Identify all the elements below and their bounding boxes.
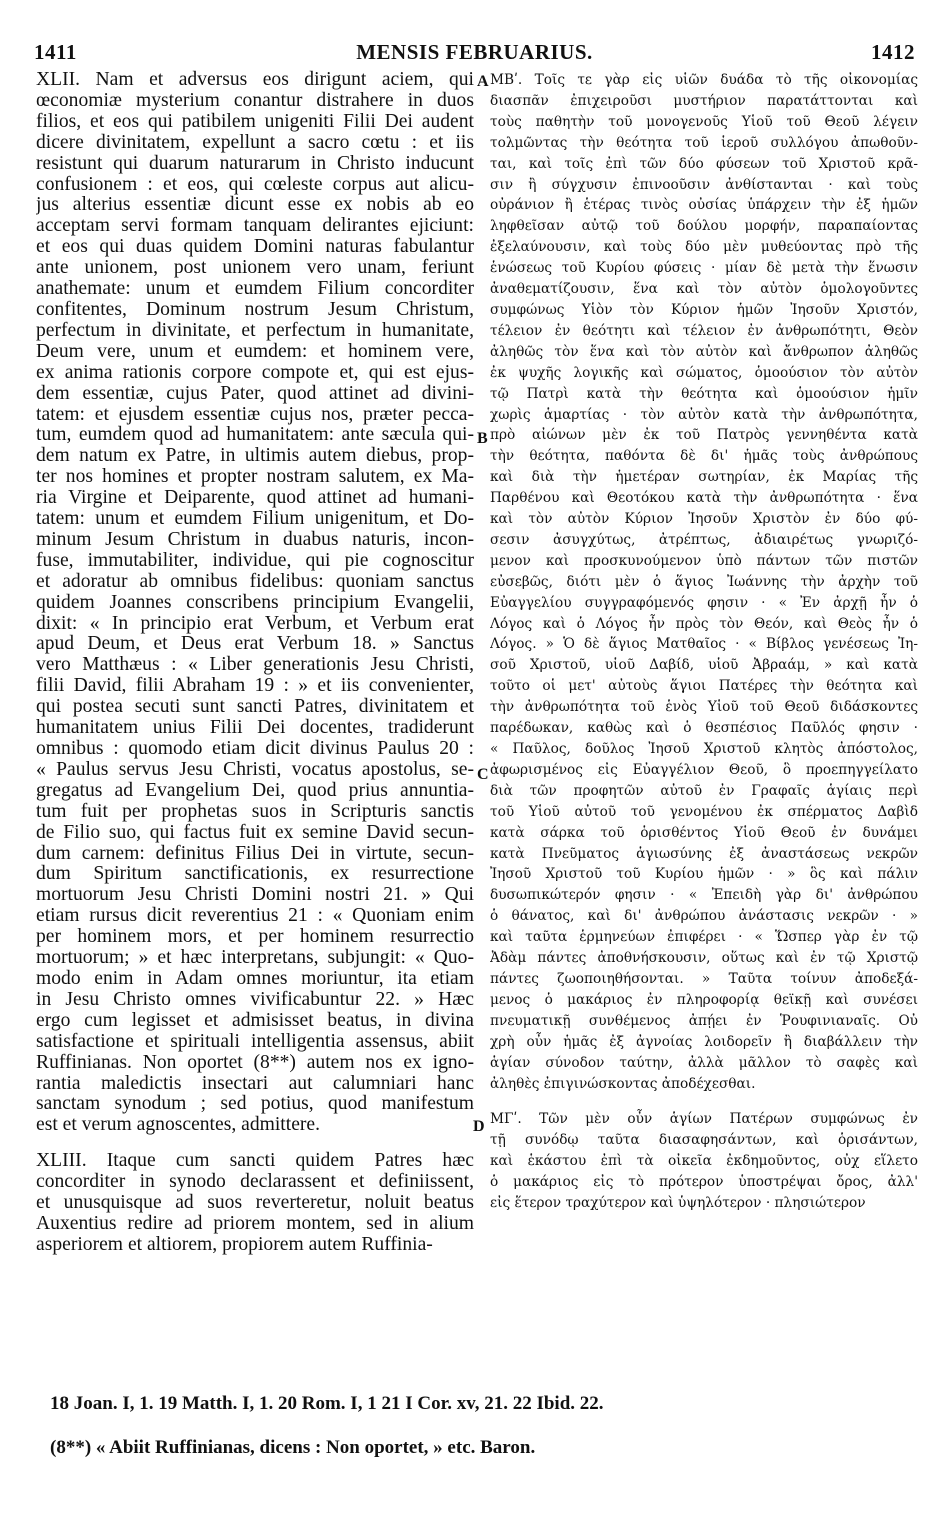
text-line: σεσιν ἀσυγχύτως, ἀτρέπτως, ἀδιαιρέτως γνωριζό- <box>490 531 918 548</box>
text-line: πάντες ζωοποιηθήσονται. » Ταῦτα τοίνυν ἀποδεξά- <box>490 970 918 987</box>
text-line: resistunt qui duarum naturarum in Christo inducunt <box>36 153 474 174</box>
text-line: humanitatem unius Filii Dei docentes, tradiderunt <box>36 718 474 739</box>
text-line: τοῦτο οἱ μετ' αὐτοὺς ἅγιοι Πατέρες τὴν θεότητα καὶ <box>490 678 918 695</box>
text-line: qui postea secuti sunt sancti Patres, divinitatem et <box>36 697 474 718</box>
text-line: filii David, filii Abraham 19 : » et iis convenienter, <box>36 676 474 697</box>
text-line: συμφώνως Υἱὸν τὸν Κύριον ἡμῶν Ἰησοῦν Χριστόν, <box>490 301 918 318</box>
text-line: tum fuit per prophetas suos in Scripturis sanctis <box>36 801 474 822</box>
text-line: ἐκ ψυχῆς λογικῆς καὶ σώματος, ὁμοούσιον τὸν αὐτὸν <box>490 364 918 381</box>
text-line: jus alterius essentiæ dicunt esse ex nobis ab eo <box>36 195 474 216</box>
greek-section-43 <box>490 1109 918 1214</box>
text-line: gregatus ad Evangelium Dei, quod prius annuntia- <box>36 780 474 801</box>
text-line: πνευματικῇ συνθέμενος ἀπῄει ἐν Ῥουφινιαναῖς. Οὐ <box>490 1012 918 1029</box>
page-title: MENSIS FEBRUARIUS. <box>356 40 593 64</box>
text-line: μενον καὶ προσκυνούμενον ὑπὸ πάντων τῶν πιστῶν <box>490 552 918 569</box>
text-line: κατὰ σάρκα τοῦ ὁρισθέντος Υἱοῦ Θεοῦ ἐν δυνάμει <box>490 824 918 841</box>
greek-column <box>490 70 918 1214</box>
text-line: τολμῶντας τὴν θεότητα τοῦ ἱεροῦ συλλόγου ἀπωθοῦν- <box>490 134 918 151</box>
text-line: χρὴ οὖν ἡμᾶς ἐξ ἀγνοίας λοιδορεῖν ἢ διαβάλλειν τὴν <box>490 1033 918 1050</box>
text-line: τῷ Πατρὶ κατὰ τὴν θεότητα καὶ ὁμοούσιον ἡμῖν <box>490 385 918 402</box>
text-line: XLII. Nam et adversus eos dirigunt aciem, qui <box>36 70 474 90</box>
text-line: dem essentiæ, cujus Pater, quod attinet ad divini- <box>36 383 474 404</box>
text-line: ται, καὶ τοῖς ἐπὶ τῶν δύο φύσεων τοῦ Χριστοῦ κρᾶ- <box>490 155 918 172</box>
text-line: ex anima rationis corpore compote et, qui est ejus- <box>36 362 474 383</box>
greek-section-42 <box>490 70 918 1094</box>
text-line: κατὰ Πνεῦματος ἁγιωσύνης ἐξ ἀναστάσεως νεκρῶν <box>490 845 918 862</box>
text-line: ἁγίαν σύνοδον ταύτην, ἀλλὰ μᾶλλον τὸ σαφὲς καὶ <box>490 1054 918 1071</box>
text-line: ληφθεῖσαν αὐτῷ τοῦ δούλου μορφήν, παραπαίοντας <box>490 218 918 235</box>
latin-section-42 <box>36 70 474 1136</box>
text-line: satisfactione et spirituali intelligentia assensus, abiit <box>36 1031 474 1052</box>
running-header <box>34 40 915 66</box>
text-line: « Παῦλος, δοῦλος Ἰησοῦ Χριστοῦ κλητὸς ἀπόστολος, <box>490 741 918 757</box>
text-line: rantia maledictis insectari aut calumniari hanc <box>36 1073 474 1094</box>
text-line: τοῦ Υἱοῦ αὐτοῦ τοῦ γενομένου ἐκ σπέρματος Δαβὶδ <box>490 803 918 820</box>
margin-letter-b: B <box>477 430 488 447</box>
text-line: dum Spiritum sanctificationis, ex resurrectione <box>36 864 474 885</box>
text-line: Λόγος καὶ ὁ Λόγος ἦν πρὸς τὸν Θεόν, καὶ Θεὸς ἦν ὁ <box>490 615 918 632</box>
text-line: Auxentius redire ad priorem montem, sed in alium <box>36 1213 474 1234</box>
text-line: confusionem : et eos, qui cœleste corpus aut alicu- <box>36 174 474 195</box>
text-line: anathemate: unum et eumdem Filium concorditer <box>36 279 474 300</box>
text-line: Deum vere, unum et eumdem: et hominem vere, <box>36 341 474 362</box>
text-line: χωρὶς ἁμαρτίας · τὸν αὐτὸν κατὰ τὴν ἀνθρωπότητα, <box>490 406 918 423</box>
text-line: dum carnem: definitus Filius Dei in virtute, secun- <box>36 843 474 864</box>
text-line: μενος ὁ μακάριος ἐν πληροφορίᾳ θεϊκῇ καὶ συνέσει <box>490 991 918 1008</box>
text-line: est et verum agnoscentes, admittere. <box>36 1115 321 1136</box>
text-line: ἀναθεματίζουσιν, ἕνα καὶ τὸν αὐτὸν ὁμολογοῦντες <box>490 281 918 298</box>
text-line: confitentes, Dominum nostrum Jesum Christum, <box>36 299 474 320</box>
text-line: ὁ θάνατος, καὶ δι' ἀνθρώπου ἀνάστασις νεκρῶν · » <box>490 908 918 925</box>
margin-letter-c: C <box>477 766 489 783</box>
text-line: τοὺς παθητὴν τοῦ μονογενοῦς Υἱοῦ τοῦ Θεοῦ λέγειν <box>490 113 918 130</box>
page-number-left: 1411 <box>34 40 77 64</box>
latin-column <box>36 70 474 1256</box>
text-line: ἀληθῶς τὸν ἕνα καὶ τὸν αὐτὸν καὶ ἄνθρωπον ἀληθῶς <box>490 343 918 360</box>
text-line: Λόγος. » Ὁ δὲ ἅγιος Ματθαῖος · « Βίβλος γενέσεως Ἰη- <box>490 636 918 653</box>
text-line: εὐσεβῶς, διότι μὲν ὁ ἅγιος Ἰωάννης τὴν ἀρχὴν τοῦ <box>490 573 918 590</box>
text-line: omnibus : quomodo etiam dicit divinus Paulus 20 : <box>36 739 474 759</box>
text-line: ter nos homines et propter nostram salutem, ex Ma- <box>36 467 474 488</box>
text-line: ἐξελαύνουσιν, καὶ τοὺς δύο μὲν μυθεύοντας πρὸ τῆς <box>490 239 918 256</box>
text-line: ἑνώσεως τοῦ Κυρίου φύσεις · μίαν δὲ μετὰ τὴν ἕνωσιν <box>490 260 918 277</box>
margin-letter-a: A <box>477 73 489 90</box>
text-line: σιν ἢ σύγχυσιν ἐπινοοῦσιν ἀνθίστανται · καὶ τοὺς <box>490 176 918 193</box>
text-line: εἰς ἕτερον τραχύτερον καὶ ὑψηλότερον · πλησιώτερον <box>490 1195 866 1212</box>
text-line: « Paulus servus Jesu Christi, vocatus apostolus, se- <box>36 759 474 780</box>
text-line: fuse, immutabiliter, individue, qui pie cognoscitur <box>36 550 474 571</box>
text-line: sanctam synodum ; sed potius, quod manifestum <box>36 1094 474 1115</box>
text-line: et adoratur ab omnibus fidelibus: quoniam sanctus <box>36 571 474 592</box>
text-line: dicere divinitatem, expellunt a sacro cœtu : et iis <box>36 132 474 153</box>
text-line: XLIII. Itaque cum sancti quidem Patres hæc <box>36 1151 474 1172</box>
text-line: et unusquisque ad suos reverteretur, noluit beatus <box>36 1193 474 1214</box>
text-line: διασπᾶν ἐπιχειροῦσι μυστήριον παρατάττονται καὶ <box>490 92 918 109</box>
text-line: apud Deum, et Deus erat Verbum 18. » Sanctus <box>36 634 474 655</box>
page-number-right: 1412 <box>871 40 915 64</box>
text-line: Εὐαγγελίου συγγραφόμενός φησιν · « Ἐν ἀρχῇ ἦν ὁ <box>490 594 918 611</box>
text-line: per hominem mors, et per hominem resurrectio <box>36 927 474 948</box>
text-line: καὶ ἑκάστου ἐπὶ τὰ οἰκεῖα ἐκδημοῦντος, οὐχ εἵλετο <box>490 1153 918 1170</box>
text-line: tatem: unum et eumdem Filium unigenitum, et Do- <box>36 509 474 530</box>
latin-section-43 <box>36 1151 474 1256</box>
text-line: ΜΒʹ. Τοῖς τε γὰρ εἰς υἱῶν δυάδα τὸ τῆς οἰκονομίας <box>490 72 918 88</box>
footnote-references: 18 Joan. I, 1. 19 Matth. I, 1. 20 Rom. I, 1 21 I Cor. xv, 21. 22 Ibid. 22. <box>50 1393 604 1414</box>
text-line: ΜΓʹ. Τῶν μὲν οὖν ἁγίων Πατέρων συμφώνως ἐν <box>490 1111 918 1128</box>
text-line: vero Matthæus : « Liber generationis Jesu Christi, <box>36 655 474 676</box>
text-line: ante unionem, post unionem vero unam, feriunt <box>36 258 474 279</box>
text-line: ἀληθὲς ἐπιγινώσκοντας ἀποδέχεσθαι. <box>490 1075 756 1092</box>
text-line: dem natum ex Patre, in ultimis autem diebus, prop- <box>36 446 474 467</box>
text-line: et eos qui duas quidem Domini naturas fabulantur <box>36 237 474 258</box>
text-line: tatem: et ejusdem essentiæ cujus nos, præter pecca- <box>36 404 474 425</box>
text-line: filios, et eos qui patibilem unigeniti Filii Dei audent <box>36 111 474 132</box>
text-line: concorditer in synodo declarassent et definiissent, <box>36 1172 474 1193</box>
text-line: Ruffinianas. Non oportet (8**) autem nos ex igno- <box>36 1052 474 1073</box>
margin-letter-d: D <box>473 1118 485 1135</box>
text-line: τὴν θεότητα, παθόντα δὲ δι' ἡμᾶς τοὺς ἀνθρώπους <box>490 448 918 465</box>
text-line: etiam rursus dicit reverentius 21 : « Quoniam enim <box>36 906 474 927</box>
text-line: acceptam servi formam tanquam delirantes ejiciunt: <box>36 216 474 237</box>
text-line: καὶ διὰ τὴν ἡμετέραν σωτηρίαν, ἐκ Μαρίας τῆς <box>490 469 918 486</box>
text-line: πρὸ αἰώνων μὲν ἐκ τοῦ Πατρὸς γεννηθέντα κατὰ <box>490 427 918 444</box>
text-line: ergo cum legisset et admisisset beatus, in divina <box>36 1010 474 1031</box>
text-line: Ἰησοῦ Χριστοῦ τοῦ Κυρίου ἡμῶν · » ὃς καὶ πάλιν <box>490 866 918 883</box>
text-line: τῇ συνόδῳ ταῦτα διασαφησάντων, καὶ ὁρισάντων, <box>490 1132 918 1149</box>
text-line: διὰ τῶν προφητῶν αὐτοῦ ἐν Γραφαῖς ἁγίαις περὶ <box>490 782 918 799</box>
text-line: τὴν ἀνθρωπότητα τοῦ ἑνὸς Υἱοῦ τοῦ Θεοῦ διδάσκοντες <box>490 699 918 716</box>
text-line: δυσωπικώτερόν φησιν · « Ἐπειδὴ γὰρ δι' ἀνθρώπου <box>490 887 918 904</box>
text-line: modo enim in Adam omnes moriuntur, ita etiam <box>36 968 474 989</box>
text-line: mortuorum; » et hæc interpretans, subjungit: « Quo- <box>36 948 474 969</box>
text-line: minum Jesum Christum in duabus naturis, incon- <box>36 529 474 550</box>
text-line: quidem Joannes conscribens principium Evangelii, <box>36 592 474 613</box>
text-line: οὐράνιον ἢ ἑτέρας τινὸς οὐσίας ὑπάρχειν τὴν ἐξ ἡμῶν <box>490 197 918 214</box>
text-line: ria Virgine et Deiparente, quod attinet ad humani- <box>36 488 474 509</box>
text-line: παρέδωκαν, καθὼς καὶ ὁ θεσπέσιος Παῦλός φησιν · <box>490 720 918 737</box>
text-line: in Jesu Christo omnes vivificabuntur 22. » Hæc <box>36 989 474 1010</box>
text-line: καὶ ταῦτα ἑρμηνεύων ἐπιφέρει · « Ὥσπερ γὰρ ἐν τῷ <box>490 929 918 946</box>
text-line: Παρθένου καὶ Θεοτόκου κατὰ τὴν ἀνθρωπότητα · ἕνα <box>490 490 918 507</box>
text-line: ὁ μακάριος εἰς τὸ πρότερον ὑποστρέψαι ὄρος, ἀλλ' <box>490 1174 918 1191</box>
text-line: tum, eumdem quod ad humanitatem: ante sæcula qui- <box>36 425 474 446</box>
text-line: τέλειον ἐν θεότητι καὶ τέλειον ἐν ἀνθρωπότητι, Θεὸν <box>490 322 918 339</box>
text-line: asperiorem et altiorem, propiorem autem Ruffinia- <box>36 1234 433 1255</box>
text-line: Ἀδὰμ πάντες ἀποθνήσκουσιν, οὕτως καὶ ἐν τῷ Χριστῷ <box>490 950 918 967</box>
text-line: perfectum in divinitate, et perfectum in humanitate, <box>36 320 474 341</box>
text-line: mortuorum Jesu Christi Domini nostri 21. » Qui <box>36 885 474 906</box>
text-line: ἀφωρισμένος εἰς Εὐαγγέλιον Θεοῦ, ὃ προεπηγγείλατο <box>490 761 918 778</box>
text-line: σοῦ Χριστοῦ, υἱοῦ Δαβίδ, υἱοῦ Ἀβραάμ, » καὶ κατὰ <box>490 657 918 674</box>
text-line: καὶ τὸν αὐτὸν Κύριον Ἰησοῦν Χριστὸν ἐν δύο φύ- <box>490 511 918 528</box>
text-line: dixit: « In principio erat Verbum, et Verbum erat <box>36 613 474 634</box>
text-line: de Filio suo, qui factus fuit ex semine David secun- <box>36 822 474 843</box>
footnote-note: (8**) « Abiit Ruffinianas, dicens : Non oportet, » etc. Baron. <box>50 1437 536 1458</box>
text-line: œconomiæ mysterium conantur distrahere in duos <box>36 90 474 111</box>
